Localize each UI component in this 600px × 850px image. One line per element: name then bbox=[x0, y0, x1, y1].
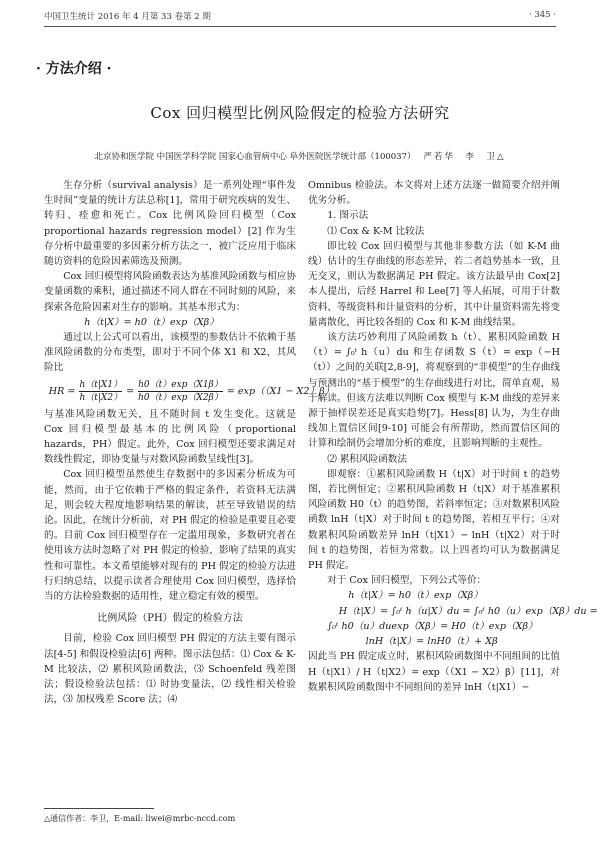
footnote-rule bbox=[44, 808, 154, 809]
hazard-ratio-formula bbox=[44, 379, 335, 404]
paragraph: 该方法巧妙利用了风险函数 h（t）、累积风险函数 H（t）= ∫₀ᵗ h（u）du 和生存函数 S（t）= exp（−H（t））之间的关联[2,8-9]，将观察到的“非模型”的生存曲线与预测出的“基于模型”的生存曲线进行对比，简单直观，易于解读。但该方法难以判断 Cox 模型与 K-M 曲线的差异来源于抽样误差还是真实趋势[7]。Hess[8] 认为，为生存曲线加上置信区间[9-10] 可能会有所帮助，然而置信区间的计算和绘制仍会增加分析的难度，且影响判断的主观性。 bbox=[308, 332, 561, 450]
paragraph: 对于 Cox 回归模型，下列公式等价： bbox=[327, 575, 487, 587]
hr-rhs: = exp（（X1 − X2）β） bbox=[226, 385, 335, 397]
log-formula: lnH（t|X）= lnH0（t）+ Xβ bbox=[365, 636, 498, 648]
hr-denominator: h（t|X2） bbox=[79, 392, 123, 403]
hr-numerator: h（t|X1） bbox=[79, 379, 123, 390]
paragraph: Omnibus 检验法。本文将对上述方法逐一做简要介绍并阐优劣分析。 bbox=[308, 180, 560, 207]
section-label: · 方法介绍 · bbox=[36, 61, 112, 77]
paragraph: 通过以上公式可以看出，该模型的参数估计不依赖于基准风险函数的分布类型，即对于不同个体 X1 和 X2，其风险比 bbox=[44, 332, 296, 374]
cox-formula-2: h（t|X）= h0（t）exp（Xβ） bbox=[348, 590, 483, 602]
cumulative-formula-1: H（t|X）= ∫₀ᵗ h（u|X）du = ∫₀ᵗ h0（u）exp（Xβ）du = bbox=[338, 605, 598, 617]
paragraph: 即比较 Cox 回归模型与其他非参数方法（如 K-M 曲线）估计的生存曲线的形态差异，若二者趋势基本一致，且无交叉，则认为数据满足 PH 假定。该方法最早由 Cox[2] 本人提出，后经 Harrel 和 Lee[7] 等人拓展，可用于计数资料、等级资料和计量资料的分析，其中计量资料需先将变量离散化，再比较各组的 Cox 和 K-M 曲线结果。 bbox=[308, 240, 560, 328]
cox-formula: h（t|X）= h0（t）exp（Xβ） bbox=[84, 316, 219, 328]
paper-title: Cox 回归模型比例风险假定的检验方法研究 bbox=[150, 104, 450, 122]
paragraph: 与基准风险函数无关，且不随时间 t 发生变化。这就是 Cox 回归模型最基本的比例风险（proportional hazards，PH）假定。此外，Cox 回归模型还要求满足对数线性假定，即协变量与对数风险函数呈线性[3]。 bbox=[44, 408, 296, 466]
paragraph: 目前，检验 Cox 回归模型 PH 假定的方法主要有图示法[4-5] 和假设检验法[6] 两种。图示法包括：⑴ Cox & K-M 比较法，⑵ 累积风险函数法，⑶ Schoenfeld 残差图法；假设检验法包括：⑴ 时协变量法，⑵ 线性相关检验法，⑶ 加权残差 Score 法；⑷ bbox=[44, 633, 296, 706]
hr-numerator-2: h0（t）exp（X1β） bbox=[138, 379, 223, 390]
footnote: △通信作者：李卫，E-mail: liwei@mrbc-nccd.com bbox=[44, 814, 236, 823]
journal-header: 中国卫生统计 2016 年 4 月第 33 卷第 2 期 bbox=[44, 12, 211, 22]
cumulative-formula-2: ∫₀ᵗ h0（u）duexp（Xβ）= H0（t）exp（Xβ） bbox=[327, 620, 538, 632]
paragraph: 即观察：①累积风险函数 H（t|X）对于时间 t 的趋势图，若比例恒定；②累积风险函数 H（t|X）对于基准累积风险函数 H0（t）的趋势图，若斜率恒定；③对数累积风险函数 lnH（t|X）对于时间 t 的趋势图，若相互平行；④对数累积风险函数差异 lnH（t|X1）− lnH（t|X2）对于时间 t 的趋势图，若恒为常数。以上四者均可认为数据满足 PH 假定。 bbox=[308, 468, 560, 572]
paragraph: Cox 回归模型将风险函数表达为基准风险函数与相应协变量函数的乘积，通过描述不同人群在不同时刻的风险，来探索各危险因素对生存的影响。其基本形式为： bbox=[44, 271, 296, 313]
section-subheading: 比例风险（PH）假定的检验方法 bbox=[97, 613, 243, 625]
header-rule bbox=[44, 26, 556, 27]
left-column bbox=[44, 178, 335, 708]
subsection-heading: 1. 图示法 bbox=[327, 210, 369, 222]
paragraph: Cox 回归模型虽然使生存数据中的多因素分析成为可能，然而，由于它依赖于严格的假定条件，若资料无法满足，则会较大程度地影响结果的解读，甚至导致错误的结论。因此，在统计分析前，对 PH 假定的检验是重要且必要的。目前 Cox 回归模型存在一定滥用现象，多数研究者在使用该方法时忽略了对 PH 假定的检验，影响了结果的真实性和可靠性。本文希望能够对现有的 PH 假定的检验方法进行归纳总结，以提示读者合理使用 Cox 回归模型，选择恰当的方法检验数据的适用性，建立稳定有效的模型。 bbox=[44, 469, 296, 603]
paragraph: 生存分析（survival analysis）是一系列处理“事件发生时间”变量的统计方法总称[1]，常用于研究疾病的发生、转归、痊愈和死亡。Cox 比例风险回归模型（Cox proportional hazards regression model）[2] 作为生存分析中最重要的多因素分析方法之一，被广泛应用于临床随访资料的危险因素筛选及预测。 bbox=[44, 180, 296, 268]
affiliation: 北京协和医学院 中国医学科学院 国家心血管病中心 阜外医院医学统计部（100037） bbox=[94, 152, 416, 162]
hr-denominator-2: h0（t）exp（X2β） bbox=[138, 392, 223, 403]
author-line bbox=[40, 150, 560, 162]
subsection-heading: ⑵ 累积风险函数法 bbox=[327, 453, 407, 465]
hr-lhs: HR = bbox=[48, 385, 76, 397]
hr-equals: = bbox=[126, 385, 135, 397]
right-column bbox=[308, 178, 598, 695]
subsection-heading: ⑴ Cox & K-M 比较法 bbox=[327, 225, 425, 237]
author-names: 严若华 李 卫△ bbox=[423, 152, 506, 162]
page-number: · 345 · bbox=[528, 10, 556, 20]
paragraph: 因此当 PH 假定成立时，累积风险函数图中不同组间的比值 H（t|X1）/ H（t|X2）= exp（（X1 − X2）β）[11]，对数累积风险函数图中不同组间的差异 lnH（t|X1）− bbox=[308, 651, 560, 693]
